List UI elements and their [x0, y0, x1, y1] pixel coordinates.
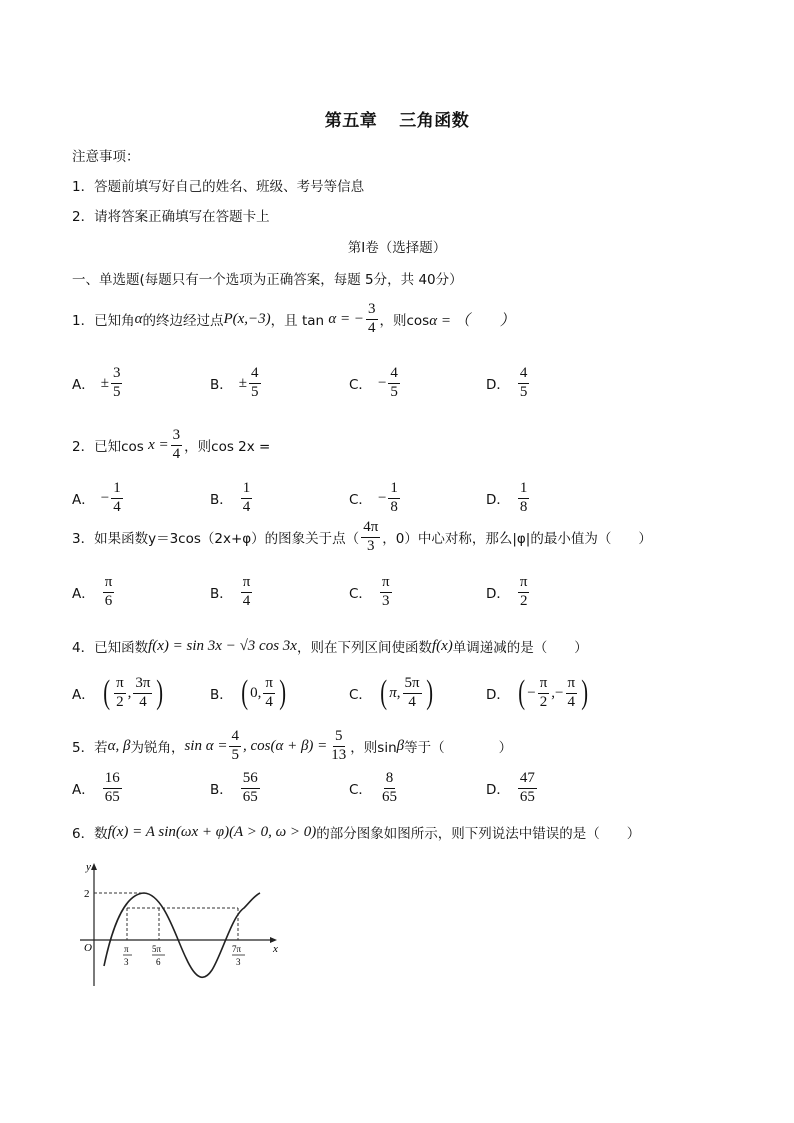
q2-option-c[interactable]: C． − $\frac{1}{8}$: [349, 480, 398, 515]
q5-option-c[interactable]: C． $\frac{8}{65}$: [349, 770, 397, 805]
q1-option-b[interactable]: B． ± $\frac{4}{5}$: [210, 365, 259, 400]
y-tick-label: 2: [84, 888, 90, 900]
sine-graph-figure: [72, 858, 282, 993]
q3-option-c[interactable]: C． $\frac{\pi}{3}$: [349, 574, 390, 609]
notes-item-1: 1．答题前填写好自己的姓名、班级、考号等信息: [72, 179, 365, 195]
question-1: 1．已知角 α 的终边经过点 P(x,−3) ，且 tan α = − $\frac{3}{4}$ ，则cos α = （ ）: [72, 301, 515, 336]
q4-option-c[interactable]: C． ( π , $\frac{5\pi}{4}$ ): [349, 674, 433, 712]
q3-option-d[interactable]: D． $\frac{\pi}{2}$: [486, 574, 528, 609]
x-tick-3-den: 3: [236, 957, 241, 967]
q1-fraction: $\frac{3}{4}$: [368, 301, 376, 336]
notes-heading: 注意事项：: [72, 149, 140, 165]
q1-option-c[interactable]: C． − $\frac{4}{5}$: [349, 365, 398, 400]
x-tick-2-den: 6: [156, 957, 161, 967]
q3-fraction: $\frac{4\pi}{3}$: [363, 519, 379, 554]
section-heading: 一、单选题(每题只有一个选项为正确答案，每题 5分，共 40分）: [72, 272, 463, 288]
notes-item-2: 2．请将答案正确填写在答题卡上: [72, 209, 270, 225]
q1-option-d[interactable]: D． $\frac{4}{5}$: [486, 365, 528, 400]
q5-fraction-2: $\frac{5}{13}$: [331, 728, 347, 763]
x-tick-1-den: 3: [124, 957, 129, 967]
y-axis-label: y: [86, 861, 91, 873]
q3-option-b[interactable]: B． $\frac{\pi}{4}$: [210, 574, 251, 609]
q5-option-d[interactable]: D． $\frac{47}{65}$: [486, 770, 535, 805]
question-3: 3．如果函数y＝3cos（2x+φ）的图象关于点（ $\frac{4\pi}{3}$ ，0）中心对称，那么|φ|的最小值为（ ）: [72, 519, 652, 554]
q2-option-d[interactable]: D． $\frac{1}{8}$: [486, 480, 528, 515]
question-4: 4．已知函数 f(x) = sin 3x − √3 cos 3x ，则在下列区间使函数 f(x) 单调递减的是（ ）: [72, 637, 588, 656]
x-tick-2-num: 5π: [152, 944, 162, 954]
q2-option-a[interactable]: A． − $\frac{1}{4}$: [72, 480, 121, 515]
x-axis-label: x: [273, 943, 278, 955]
q2-option-b[interactable]: B． $\frac{1}{4}$: [210, 480, 251, 515]
question-6: 6．数 f(x) = A sin(ωx + φ)(A > 0, ω > 0) 的部分图象如图所示，则下列说法中错误的是（ ）: [72, 823, 641, 842]
q4-option-d[interactable]: D． ( − $\frac{\pi}{2}$ , − $\frac{\pi}{4}$ ): [486, 674, 589, 712]
x-tick-3-num: 7π: [232, 944, 242, 954]
q1-option-a[interactable]: A． ± $\frac{3}{5}$: [72, 365, 121, 400]
question-2: 2．已知cos x = $\frac{3}{4}$ ，则cos 2x =: [72, 427, 271, 462]
x-tick-1-num: π: [124, 944, 129, 954]
q4-option-b[interactable]: B． ( 0 , $\frac{\pi}{4}$ ): [210, 674, 286, 712]
page-title: [0, 106, 794, 131]
origin-label: O: [84, 942, 92, 954]
q5-option-a[interactable]: A． $\frac{16}{65}$: [72, 770, 120, 805]
q5-option-b[interactable]: B． $\frac{56}{65}$: [210, 770, 258, 805]
chapter-number: 第五章: [324, 111, 378, 131]
chapter-title: 三角函数: [399, 111, 470, 131]
q5-fraction-1: $\frac{4}{5}$: [231, 728, 239, 763]
q3-option-a[interactable]: A． $\frac{\pi}{6}$: [72, 574, 113, 609]
q2-fraction: $\frac{3}{4}$: [172, 427, 181, 462]
question-5: 5．若 α, β 为锐角， sin α = $\frac{4}{5}$ , cos(α + β) = $\frac{5}{13}$ ，则sin β 等于（ ）: [72, 728, 513, 763]
volume-label: 第I卷（选择题）: [347, 240, 447, 256]
q4-option-a[interactable]: A． ( $\frac{\pi}{2}$ , $\frac{3\pi}{4}$ ): [72, 674, 164, 712]
y-axis-arrow: [91, 863, 97, 870]
